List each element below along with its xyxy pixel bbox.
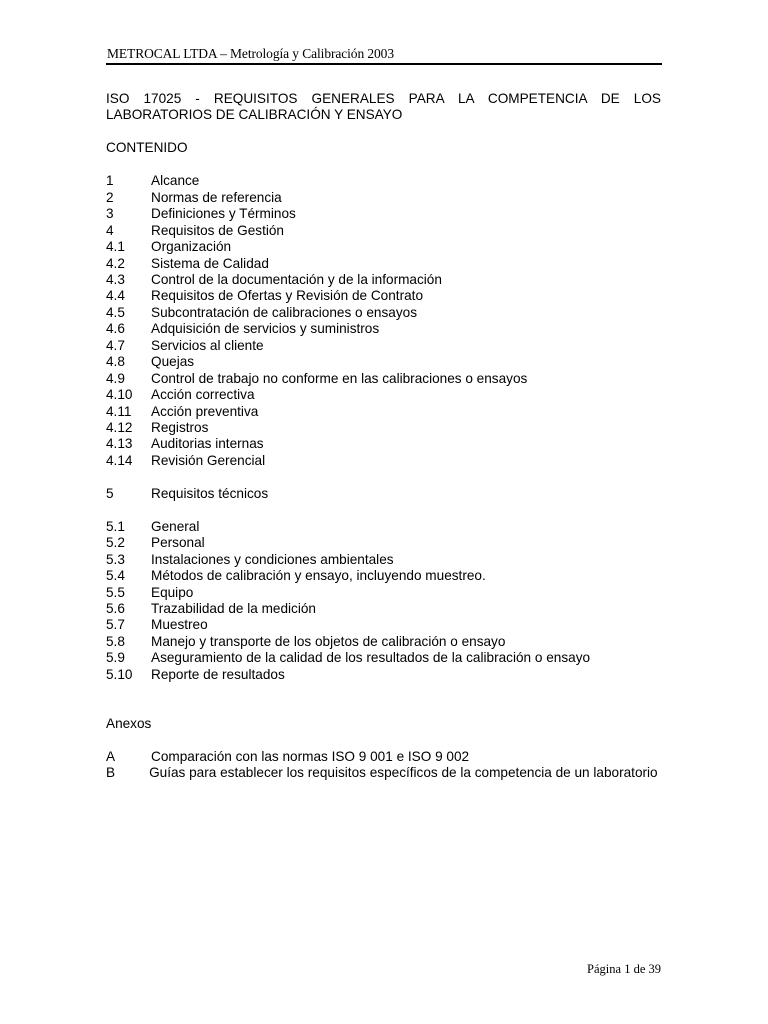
toc-label: Adquisición de servicios y suministros xyxy=(151,321,380,337)
toc-number: 4.14 xyxy=(106,452,133,468)
toc-item xyxy=(106,371,661,387)
toc-label: Control de trabajo no conforme en las calibraciones o ensayos xyxy=(151,370,528,386)
toc-list-part1 xyxy=(106,173,661,469)
toc-item xyxy=(106,206,661,222)
toc-item xyxy=(106,305,661,321)
toc-item xyxy=(106,272,661,288)
toc-label: Revisión Gerencial xyxy=(151,452,266,468)
toc-label: Definiciones y Términos xyxy=(151,206,296,222)
toc-label: Trazabilidad de la medición xyxy=(151,600,316,616)
annex-label: Guías para establecer los requisitos específicos de la competencia de un laboratorio xyxy=(149,765,658,781)
toc-number: 4.13 xyxy=(106,436,133,452)
document-title: ISO 17025 - REQUISITOS GENERALES PARA LA COMPETENCIA DE LOS LABORATORIOS DE CALIBRACIÓN Y ENSAYO xyxy=(106,91,661,123)
toc-number: 5.6 xyxy=(106,600,125,616)
page-header: METROCAL LTDA – Metrología y Calibración 2003 xyxy=(107,46,394,61)
toc-number: 5.7 xyxy=(106,617,125,633)
toc-label: General xyxy=(151,518,200,534)
toc-label: Sistema de Calidad xyxy=(151,255,269,271)
toc-label: Reporte de resultados xyxy=(151,666,285,682)
toc-label: Personal xyxy=(151,535,205,551)
toc-number: 5.4 xyxy=(106,568,125,584)
toc-label: Manejo y transporte de los objetos de calibración o ensayo xyxy=(151,633,506,649)
toc-label: Servicios al cliente xyxy=(151,337,264,353)
toc-item xyxy=(106,617,661,633)
toc-item xyxy=(106,585,661,601)
toc-item xyxy=(106,404,661,420)
toc-number: 4.11 xyxy=(106,403,132,419)
annex-item xyxy=(106,765,661,781)
toc-label: Acción correctiva xyxy=(151,387,255,403)
document-body xyxy=(106,91,661,782)
toc-item xyxy=(106,321,661,337)
toc-number: 4.7 xyxy=(106,337,125,353)
toc-number: 4.5 xyxy=(106,304,125,320)
contents-heading: CONTENIDO xyxy=(106,140,188,156)
toc-number: 5.10 xyxy=(106,666,133,682)
toc-item xyxy=(106,223,661,239)
annexes-heading: Anexos xyxy=(106,716,152,732)
toc-label: Auditorias internas xyxy=(151,436,264,452)
toc-item xyxy=(106,552,661,568)
toc-item xyxy=(106,173,661,189)
toc-label: Normas de referencia xyxy=(151,189,282,205)
toc-number: 4.4 xyxy=(106,288,125,304)
toc-item xyxy=(106,190,661,206)
annex-list xyxy=(106,749,661,782)
toc-number: 4.12 xyxy=(106,420,133,436)
toc-item xyxy=(106,634,661,650)
header-rule xyxy=(106,63,662,65)
toc-item xyxy=(106,387,661,403)
toc-label: Quejas xyxy=(151,354,195,370)
toc-number: 4.6 xyxy=(106,321,125,337)
toc-number: 5.1 xyxy=(106,518,125,534)
toc-item xyxy=(106,453,661,469)
toc-list-part2 xyxy=(106,519,661,684)
toc-label: Registros xyxy=(151,420,209,436)
annex-label: Comparación con las normas ISO 9 001 e ISO 9 002 xyxy=(151,749,470,765)
toc-number: 1 xyxy=(106,173,114,189)
toc-number: 5.2 xyxy=(106,535,125,551)
toc-label: Control de la documentación y de la información xyxy=(151,271,442,287)
annex-letter: B xyxy=(106,765,116,781)
toc-label: Requisitos técnicos xyxy=(151,485,269,501)
toc-label: Equipo xyxy=(151,584,194,600)
toc-label: Métodos de calibración y ensayo, incluyendo muestreo. xyxy=(151,568,486,584)
toc-label: Alcance xyxy=(151,173,200,189)
annex-item xyxy=(106,749,661,765)
toc-number: 4.9 xyxy=(106,370,125,386)
page-footer: Página 1 de 39 xyxy=(587,962,661,976)
toc-item xyxy=(106,338,661,354)
annex-letter-and-label xyxy=(106,765,658,780)
toc-number: 4.8 xyxy=(106,354,125,370)
toc-item xyxy=(106,256,661,272)
toc-label: Aseguramiento de la calidad de los resultados de la calibración o ensayo xyxy=(151,650,591,666)
toc-item xyxy=(106,667,661,683)
toc-number: 4.10 xyxy=(106,387,133,403)
toc-item xyxy=(106,601,661,617)
annex-letter: A xyxy=(106,749,116,765)
toc-item xyxy=(106,420,661,436)
toc-label: Organización xyxy=(151,239,232,255)
toc-label: Requisitos de Gestión xyxy=(151,222,284,238)
toc-number: 5.5 xyxy=(106,584,125,600)
toc-item xyxy=(106,535,661,551)
toc-item xyxy=(106,288,661,304)
toc-label: Requisitos de Ofertas y Revisión de Contrato xyxy=(151,288,424,304)
toc-label: Muestreo xyxy=(151,617,208,633)
toc-number: 4 xyxy=(106,222,114,238)
toc-number: 5.8 xyxy=(106,633,125,649)
toc-number: 3 xyxy=(106,206,114,222)
toc-number: 4.2 xyxy=(106,255,125,271)
toc-item xyxy=(106,568,661,584)
toc-number: 5 xyxy=(106,485,114,501)
toc-item xyxy=(106,650,661,666)
toc-item xyxy=(106,436,661,452)
toc-section-5 xyxy=(106,486,661,502)
toc-number: 4.3 xyxy=(106,271,125,287)
toc-item xyxy=(106,239,661,255)
toc-number: 5.9 xyxy=(106,650,125,666)
toc-item xyxy=(106,519,661,535)
toc-number: 4.1 xyxy=(106,239,125,255)
toc-number: 5.3 xyxy=(106,551,125,567)
toc-item xyxy=(106,354,661,370)
toc-label: Subcontratación de calibraciones o ensayos xyxy=(151,304,418,320)
toc-label: Acción preventiva xyxy=(151,403,259,419)
toc-number: 2 xyxy=(106,189,114,205)
toc-label: Instalaciones y condiciones ambientales xyxy=(151,551,394,567)
